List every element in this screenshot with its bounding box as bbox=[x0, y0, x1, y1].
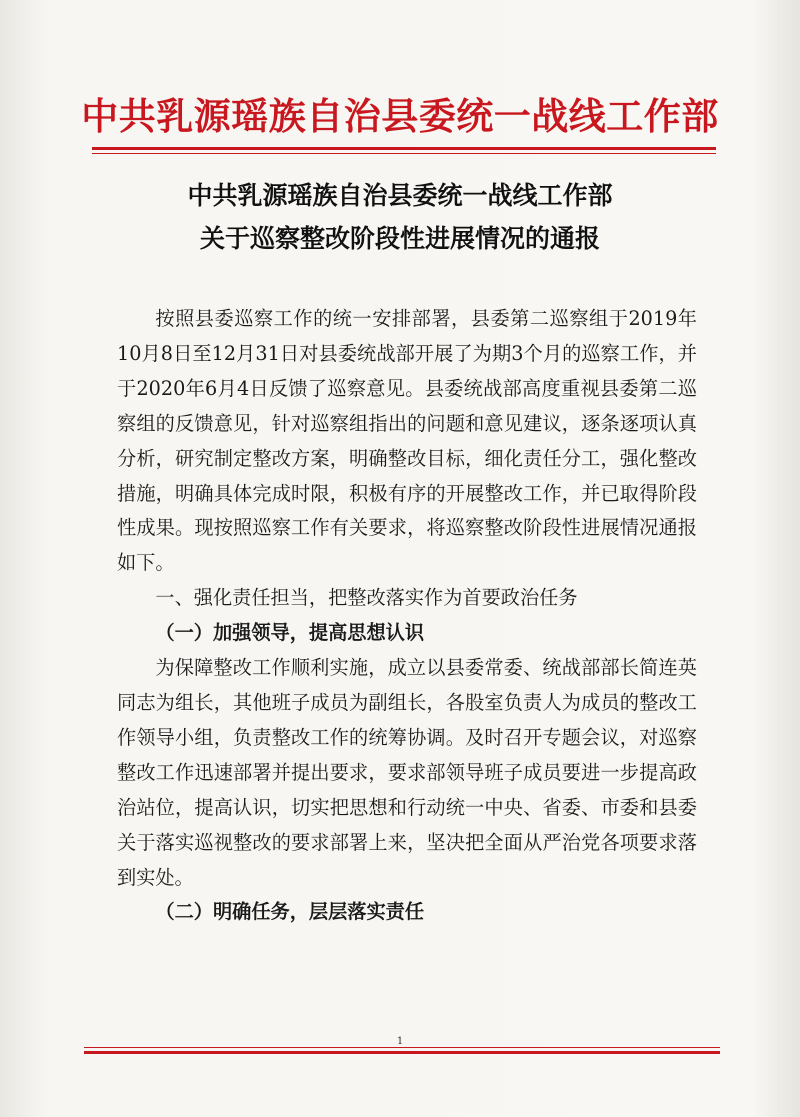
document-title-line-1: 中共乳源瑶族自治县委统一战线工作部 bbox=[187, 181, 613, 210]
intro-paragraph: 按照县委巡察工作的统一安排部署，县委第二巡察组于2019年10月8日至12月31日对县委统战部开展了为期3个月的巡察工作，并于2020年6月4日反馈了巡察意见。县委统战部高度重视县委第二巡察组的反馈意见，针对巡察组指出的问题和意见建议，逐条逐项认真分析，研究制定整改方案，明确整改目标，细化责任分工，强化整改措施，明确具体完成时限，积极有序的开展整改工作，并已取得阶段性成果。现按照巡察工作有关要求，将巡察整改阶段性进展情况通报如下。 bbox=[117, 307, 697, 575]
page-number: 1 bbox=[396, 1036, 404, 1047]
subsection-1-heading: （一）加强领导，提高思想认识 bbox=[155, 621, 425, 645]
masthead-org-name: 中共乳源瑶族自治县委统一战线工作部 bbox=[81, 95, 719, 138]
section-1-heading: 一、强化责任担当，把整改落实作为首要政治任务 bbox=[155, 586, 578, 610]
footer-red-rule-thick bbox=[84, 1051, 720, 1054]
footer-red-rule-thin bbox=[84, 1047, 720, 1048]
document-title-line-2: 关于巡察整改阶段性进展情况的通报 bbox=[199, 224, 600, 253]
document-body bbox=[117, 302, 697, 930]
masthead-red-rule-thick bbox=[92, 147, 716, 150]
masthead-red-rule-thin bbox=[92, 153, 716, 154]
subsection-1-paragraph: 为保障整改工作顺利实施，成立以县委常委、统战部部长简连英同志为组长，其他班子成员为副组长，各股室负责人为成员的整改工作领导小组，负责整改工作的统筹协调。及时召开专题会议，对巡察整改工作迅速部署并提出要求，要求部领导班子成员要进一步提高政治站位，提高认识，切实把思想和行动统一中央、省委、市委和县委关于落实巡视整改的要求部署上来，坚决把全面从严治党各项要求落到实处。 bbox=[117, 656, 697, 889]
subsection-2-heading: （二）明确任务，层层落实责任 bbox=[155, 900, 425, 924]
